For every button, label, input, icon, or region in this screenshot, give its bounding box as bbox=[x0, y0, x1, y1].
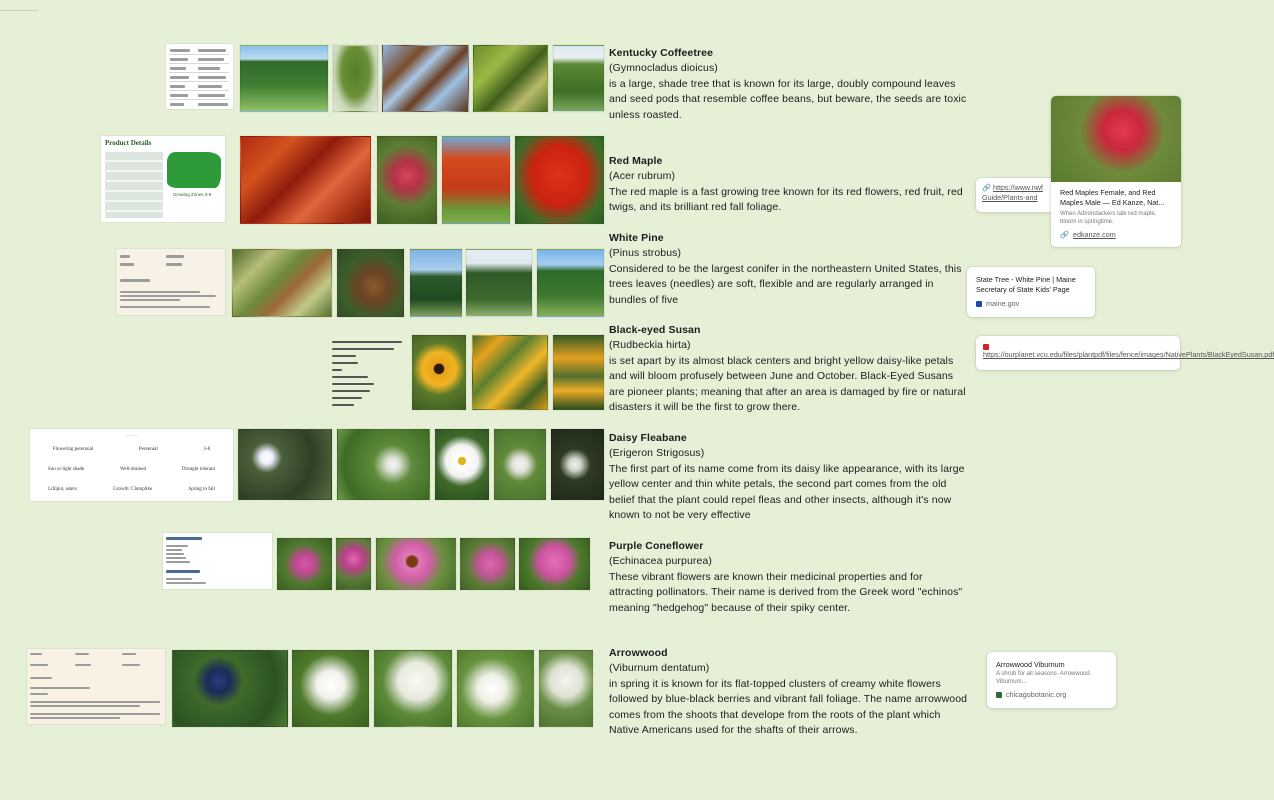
plant-scientific-name: (Rudbeckia hirta) bbox=[609, 339, 691, 352]
site-favicon-icon bbox=[976, 301, 982, 307]
plant-scientific-name: (Viburnum dentatum) bbox=[609, 662, 710, 675]
plant-description-text: is a large, shade tree that is known for its large, doubly compound leaves and seed pods that resemble coffee beans, but beware, the seeds are toxic unless roasted. bbox=[609, 77, 967, 121]
link-preview-site: maine.gov bbox=[976, 299, 1086, 309]
plant-description-text: The first part of its name come from its daisy like appearance, with its large yellow center and thin white petals, the second part comes from the old belief that the plant could repel fleas and other insects, although it's now known to not be very effective bbox=[609, 462, 965, 522]
link-preview-title: Arrowwood Viburnum bbox=[996, 660, 1065, 669]
product-details-title: Product Details bbox=[105, 139, 152, 147]
red-maple-flower-preview-image bbox=[1051, 96, 1181, 182]
plant-description-text: is set apart by its almost black centers and bright yellow daisy-like petals and will bloom profusely between June and October. Black-Eyed Susans are pioneer plants; meaning that after an area is damaged by fire or natural disasters it will be the first to grow there. bbox=[609, 354, 966, 414]
arrowwood-berries-photo[interactable] bbox=[172, 650, 288, 727]
attribute-value: Well-drained bbox=[120, 467, 147, 472]
arrowwood-flowers-photo[interactable] bbox=[292, 650, 369, 727]
link-icon: 🔗 bbox=[982, 183, 991, 192]
attribute-value: Sun or light shade bbox=[47, 467, 85, 472]
plant-name: Red Maple bbox=[609, 155, 663, 167]
link-preview-description: A shrub for all seasons. Arrowwood Viburnum... bbox=[996, 671, 1090, 685]
plant-name: Kentucky Coffeetree bbox=[609, 47, 714, 59]
link-card-black-eyed-susan-pdf[interactable] bbox=[976, 336, 1274, 370]
arrowwood-shrub-photo[interactable] bbox=[539, 650, 593, 727]
plant-name: Daisy Fleabane bbox=[609, 432, 687, 444]
link-preview-site: 🔗 edkanze.com bbox=[1060, 230, 1116, 239]
link-preview-white-pine[interactable] bbox=[967, 267, 1095, 317]
link-icon: 🔗 bbox=[1060, 230, 1069, 239]
plant-description-text: The red maple is a fast growing tree known for its red flowers, red fruit, red twigs, and its brilliant red fall foliage. bbox=[609, 185, 963, 214]
link-url[interactable]: Guide/Plants-and bbox=[982, 193, 1038, 202]
plant-description-text: in spring it is known for its flat-topped clusters of creamy white flowers followed by blue-black berries and vibrant fall foliage. The name arrowwood comes from the shoots that develope from the roots of the plant which Native Americans used for the shafts of their arrows. bbox=[609, 677, 968, 737]
plant-description-text: Considered to be the largest conifer in the northeastern United States, this trees leaves (needles) are soft, flexible and are regularly arranged in bundles of five bbox=[609, 262, 962, 306]
plant-info-card[interactable] bbox=[27, 649, 165, 724]
attribute-value: Drought tolerant bbox=[181, 467, 216, 472]
link-preview-description: When Adirondackers talk red maple, bloom in springtime. bbox=[1060, 211, 1157, 225]
plant-name: Purple Coneflower bbox=[609, 540, 704, 552]
link-preview-red-maple[interactable] bbox=[1051, 96, 1181, 247]
plant-scientific-name: (Gymnocladus dioicus) bbox=[609, 62, 718, 75]
site-favicon-icon bbox=[996, 692, 1002, 698]
attribute-value: 3-8 bbox=[203, 447, 211, 452]
plant-description bbox=[609, 646, 969, 738]
attribute-value: Spring to fall bbox=[188, 487, 215, 492]
growing-zones-caption: Growing Zones 3-9 bbox=[173, 192, 212, 197]
plant-scientific-name: (Erigeron Strigosus) bbox=[609, 447, 705, 460]
arrowwood-flowers-photo[interactable] bbox=[374, 650, 452, 727]
link-preview-title: Red Maples Female, and Red Maples Male — Ed Kanze, Nat... bbox=[1060, 188, 1165, 207]
plant-name: White Pine bbox=[609, 232, 664, 244]
plant-scientific-name: (Echinacea purpurea) bbox=[609, 555, 712, 568]
plant-attributes-card[interactable]: ——— Flowering perennial Perennial 3-8 Sun or light shade Well-drained Drought tolerant Lilliput, asters Growth: Clumplike Spring to fall bbox=[30, 429, 233, 501]
link-url[interactable]: https://ourplanet.vcu.edu/files/plantpdf/files/fence/images/NativePlants/BlackEyedSusan.pdf bbox=[983, 350, 1274, 359]
arrowwood-flowers-photo[interactable] bbox=[457, 650, 534, 727]
plant-scientific-name: (Pinus strobus) bbox=[609, 247, 682, 260]
link-preview-arrowwood[interactable] bbox=[987, 652, 1116, 708]
plant-description-text: These vibrant flowers are known their medicinal properties and for attracting pollinators. Their name is derived from the Greek word "echinos" meaning "hedgehog" because of their spiky center. bbox=[609, 570, 963, 614]
attribute-value: Perennial bbox=[138, 447, 158, 452]
link-preview-title: State Tree - White Pine | Maine Secretary of State Kids' Page bbox=[976, 275, 1076, 294]
plant-name: Black-eyed Susan bbox=[609, 324, 701, 336]
link-preview-site: chicagobotanic.org bbox=[996, 690, 1107, 700]
attribute-value: Flowering perennial bbox=[52, 447, 94, 452]
link-card-maple-url[interactable] bbox=[976, 178, 1058, 212]
link-url[interactable]: https://www.nwf bbox=[992, 183, 1043, 192]
attribute-value: Growth: Clumplike bbox=[113, 487, 153, 492]
plant-scientific-name: (Acer rubrum) bbox=[609, 170, 676, 183]
plant-name: Arrowwood bbox=[609, 647, 668, 659]
attribute-value: Lilliput, asters bbox=[48, 487, 77, 492]
